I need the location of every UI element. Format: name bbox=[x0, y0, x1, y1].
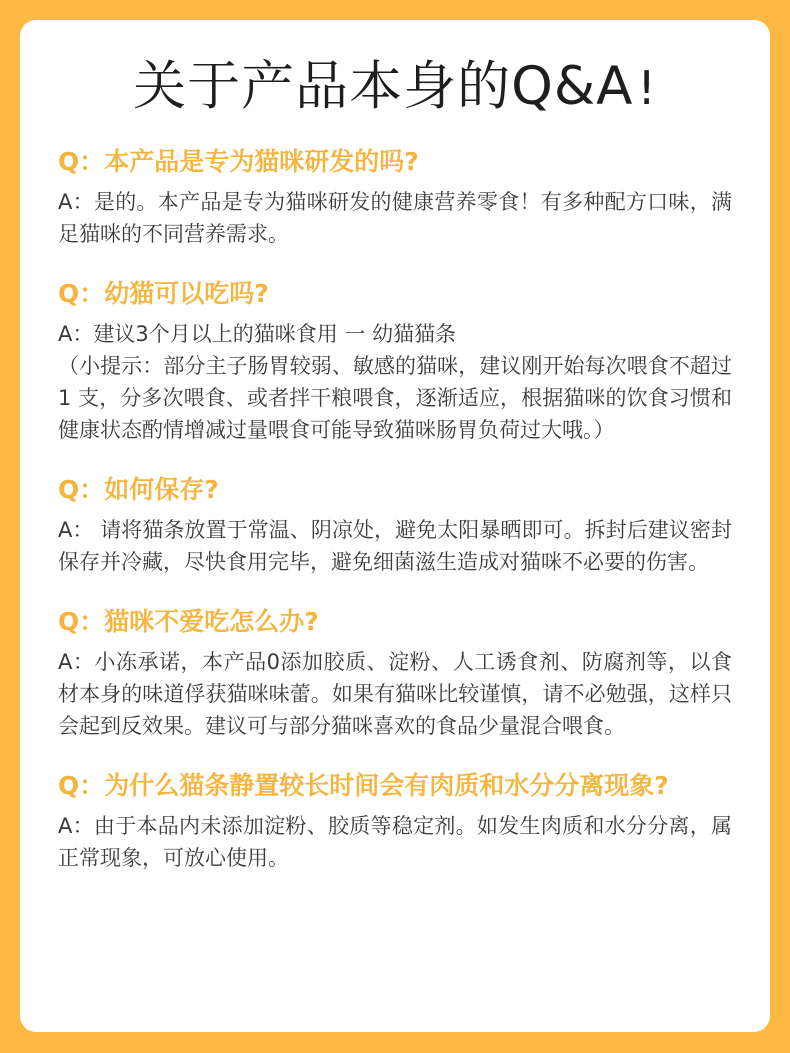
faq-answer-paragraph: A：是的。本产品是专为猫咪研发的健康营养零食！有多种配方口味，满足猫咪的不同营养需求。 bbox=[58, 190, 732, 246]
faq-answer bbox=[58, 318, 732, 446]
faq-answer-paragraph: A：建议3个月以上的猫咪食用 一 幼猫猫条 bbox=[58, 322, 457, 346]
faq-question: Q：为什么猫条静置较长时间会有肉质和水分分离现象? bbox=[58, 771, 669, 800]
qa-card bbox=[20, 20, 770, 1032]
faq-question: Q：幼猫可以吃吗? bbox=[58, 279, 269, 308]
faq-answer bbox=[58, 514, 732, 578]
faq-item bbox=[58, 274, 732, 446]
faq-answer-paragraph: A： 请将猫条放置于常温、阴凉处，避免太阳暴晒即可。拆封后建议密封保存并冷藏，尽快食用完毕，避免细菌滋生造成对猫咪不必要的伤害。 bbox=[58, 518, 732, 574]
faq-item bbox=[58, 766, 732, 874]
faq-question: Q：本产品是专为猫咪研发的吗? bbox=[58, 147, 419, 176]
faq-list bbox=[58, 142, 732, 874]
page-title bbox=[58, 52, 732, 122]
faq-answer-paragraph: A：由于本品内未添加淀粉、胶质等稳定剂。如发生肉质和水分分离，属正常现象，可放心使用。 bbox=[58, 814, 732, 870]
faq-answer bbox=[58, 646, 732, 742]
faq-question: Q：如何保存? bbox=[58, 475, 219, 504]
faq-answer-tip: （小提示：部分主子肠胃较弱、敏感的猫咪，建议刚开始每次喂食不超过 1 支，分多次喂食、或者拌干粮喂食，逐渐适应，根据猫咪的饮食习惯和健康状态酌情增减过量喂食可能导致猫咪肠胃负荷过大哦。） bbox=[58, 354, 732, 442]
faq-answer-paragraph: A：小冻承诺，本产品0添加胶质、淀粉、人工诱食剂、防腐剂等，以食材本身的味道俘获猫咪味蕾。如果有猫咪比较谨慎，请不必勉强，这样只会起到反效果。建议可与部分猫咪喜欢的食品少量混合喂食。 bbox=[58, 650, 732, 738]
faq-item bbox=[58, 602, 732, 742]
page-title-exclamation: ! bbox=[637, 61, 657, 115]
faq-answer bbox=[58, 186, 732, 250]
faq-question: Q：猫咪不爱吃怎么办? bbox=[58, 607, 319, 636]
faq-item bbox=[58, 142, 732, 250]
faq-item bbox=[58, 470, 732, 578]
faq-answer bbox=[58, 810, 732, 874]
page-title-text: 关于产品本身的Q&A bbox=[133, 56, 634, 117]
